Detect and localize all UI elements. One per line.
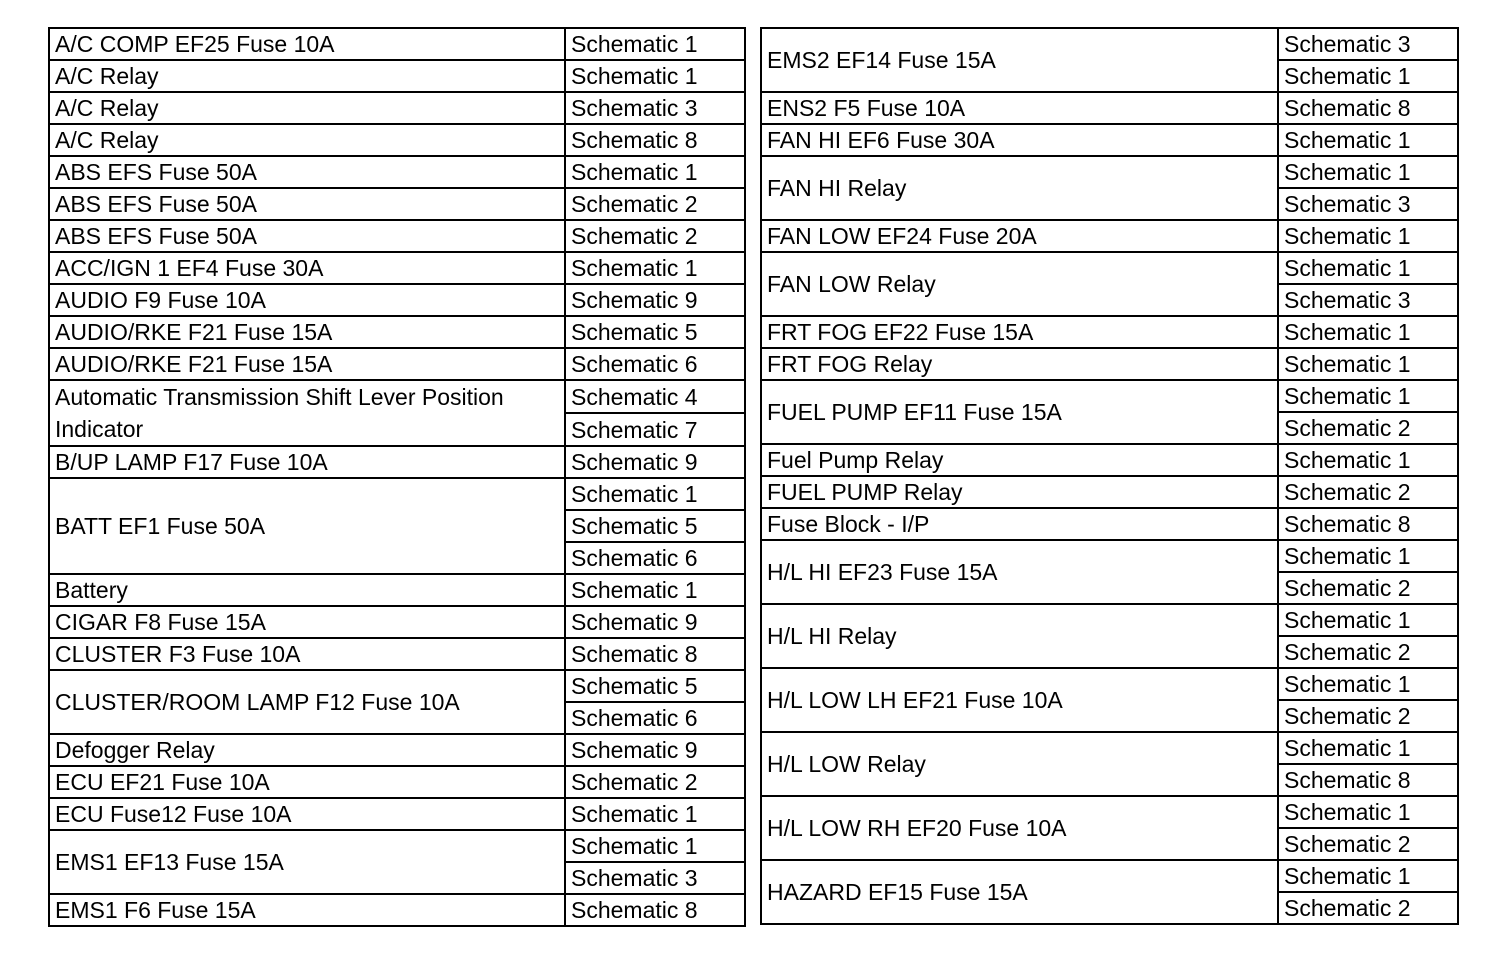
schematic-cell: Schematic 1 [1278,444,1458,476]
component-cell: ABS EFS Fuse 50A [49,220,565,252]
schematic-cell: Schematic 1 [1278,60,1458,92]
schematic-cell: Schematic 8 [1278,764,1458,796]
schematic-cell: Schematic 7 [565,413,745,446]
schematic-cell: Schematic 1 [565,156,745,188]
table-row [761,604,1458,636]
component-cell: A/C COMP EF25 Fuse 10A [49,28,565,60]
table-row [761,444,1458,476]
schematic-cell: Schematic 1 [565,574,745,606]
schematic-cell: Schematic 5 [565,316,745,348]
table-row [49,156,745,188]
schematic-cell: Schematic 2 [565,188,745,220]
table-row [761,668,1458,700]
table-row [49,830,745,862]
table-row [49,734,745,766]
schematic-cell: Schematic 1 [565,830,745,862]
schematic-cell: Schematic 1 [565,798,745,830]
table-row [49,606,745,638]
table-row [49,894,745,926]
schematic-cell: Schematic 2 [1278,828,1458,860]
table-row [49,284,745,316]
table-row [761,252,1458,284]
schematic-cell: Schematic 1 [1278,348,1458,380]
component-cell: Defogger Relay [49,734,565,766]
table-row [49,28,745,60]
right-index-table [760,27,1459,925]
table-row [761,796,1458,828]
table-row [49,348,745,380]
schematic-cell: Schematic 2 [1278,476,1458,508]
schematic-cell: Schematic 5 [565,510,745,542]
component-cell: EMS2 EF14 Fuse 15A [761,28,1278,92]
component-cell: Fuel Pump Relay [761,444,1278,476]
schematic-cell: Schematic 1 [1278,860,1458,892]
schematic-cell: Schematic 1 [1278,124,1458,156]
schematic-cell: Schematic 1 [1278,604,1458,636]
schematic-cell: Schematic 9 [565,606,745,638]
table-row [49,478,745,510]
schematic-cell: Schematic 6 [565,542,745,574]
component-cell: EMS1 F6 Fuse 15A [49,894,565,926]
schematic-cell: Schematic 2 [1278,892,1458,924]
component-cell: CLUSTER F3 Fuse 10A [49,638,565,670]
table-row [49,670,745,702]
schematic-cell: Schematic 9 [565,446,745,478]
table-row [761,124,1458,156]
component-cell: FUEL PUMP Relay [761,476,1278,508]
component-cell: ACC/IGN 1 EF4 Fuse 30A [49,252,565,284]
component-cell: ABS EFS Fuse 50A [49,188,565,220]
component-cell: ECU Fuse12 Fuse 10A [49,798,565,830]
component-cell: Automatic Transmission Shift Lever Position Indicator [49,380,565,446]
table-row [49,446,745,478]
schematic-cell: Schematic 2 [565,766,745,798]
component-cell: FRT FOG EF22 Fuse 15A [761,316,1278,348]
table-row [761,156,1458,188]
left-index-table [48,27,746,927]
table-row [49,124,745,156]
schematic-cell: Schematic 8 [1278,508,1458,540]
component-cell: H/L HI EF23 Fuse 15A [761,540,1278,604]
table-row [761,508,1458,540]
table-row [49,92,745,124]
table-row [761,28,1458,60]
component-cell: FAN LOW EF24 Fuse 20A [761,220,1278,252]
table-row [761,92,1458,124]
schematic-cell: Schematic 8 [565,894,745,926]
schematic-cell: Schematic 1 [1278,732,1458,764]
table-row [761,316,1458,348]
table-row [49,316,745,348]
table-row [761,540,1458,572]
component-cell: Fuse Block - I/P [761,508,1278,540]
component-cell: H/L LOW Relay [761,732,1278,796]
component-cell: FAN HI Relay [761,156,1278,220]
schematic-cell: Schematic 1 [1278,316,1458,348]
table-row [49,220,745,252]
schematic-cell: Schematic 9 [565,284,745,316]
table-row [761,732,1458,764]
component-cell: ENS2 F5 Fuse 10A [761,92,1278,124]
schematic-cell: Schematic 1 [1278,252,1458,284]
schematic-cell: Schematic 3 [1278,188,1458,220]
schematic-cell: Schematic 2 [1278,700,1458,732]
schematic-cell: Schematic 5 [565,670,745,702]
schematic-cell: Schematic 9 [565,734,745,766]
schematic-cell: Schematic 2 [1278,636,1458,668]
schematic-cell: Schematic 3 [1278,28,1458,60]
table-row [49,798,745,830]
schematic-cell: Schematic 3 [565,862,745,894]
table-row [761,348,1458,380]
component-cell: HAZARD EF15 Fuse 15A [761,860,1278,924]
schematic-cell: Schematic 1 [1278,540,1458,572]
table-row [49,638,745,670]
schematic-cell: Schematic 4 [565,380,745,413]
table-row [49,252,745,284]
schematic-cell: Schematic 6 [565,702,745,734]
table-row [49,188,745,220]
table-row [49,60,745,92]
component-cell: A/C Relay [49,92,565,124]
component-cell: H/L LOW LH EF21 Fuse 10A [761,668,1278,732]
schematic-cell: Schematic 2 [1278,572,1458,604]
component-cell: FAN HI EF6 Fuse 30A [761,124,1278,156]
schematic-cell: Schematic 1 [565,478,745,510]
component-cell: ECU EF21 Fuse 10A [49,766,565,798]
schematic-cell: Schematic 1 [1278,220,1458,252]
schematic-cell: Schematic 1 [1278,380,1458,412]
schematic-cell: Schematic 1 [1278,156,1458,188]
table-row [761,476,1458,508]
component-cell: A/C Relay [49,124,565,156]
schematic-cell: Schematic 1 [565,28,745,60]
component-cell: Battery [49,574,565,606]
component-cell: H/L LOW RH EF20 Fuse 10A [761,796,1278,860]
table-row [49,380,745,413]
table-row [761,380,1458,412]
component-cell: AUDIO/RKE F21 Fuse 15A [49,348,565,380]
schematic-cell: Schematic 1 [1278,796,1458,828]
table-row [761,220,1458,252]
schematic-cell: Schematic 1 [565,252,745,284]
component-cell: FUEL PUMP EF11 Fuse 15A [761,380,1278,444]
schematic-cell: Schematic 3 [1278,284,1458,316]
schematic-cell: Schematic 8 [565,638,745,670]
component-cell: ABS EFS Fuse 50A [49,156,565,188]
schematic-cell: Schematic 1 [565,60,745,92]
component-cell: CIGAR F8 Fuse 15A [49,606,565,638]
schematic-cell: Schematic 2 [1278,412,1458,444]
schematic-cell: Schematic 8 [565,124,745,156]
component-cell: A/C Relay [49,60,565,92]
component-cell: FAN LOW Relay [761,252,1278,316]
table-row [49,574,745,606]
schematic-cell: Schematic 6 [565,348,745,380]
component-cell: BATT EF1 Fuse 50A [49,478,565,574]
component-cell: AUDIO/RKE F21 Fuse 15A [49,316,565,348]
component-cell: B/UP LAMP F17 Fuse 10A [49,446,565,478]
component-cell: EMS1 EF13 Fuse 15A [49,830,565,894]
table-row [761,860,1458,892]
component-cell: FRT FOG Relay [761,348,1278,380]
component-cell: AUDIO F9 Fuse 10A [49,284,565,316]
schematic-cell: Schematic 8 [1278,92,1458,124]
component-cell: H/L HI Relay [761,604,1278,668]
component-cell: CLUSTER/ROOM LAMP F12 Fuse 10A [49,670,565,734]
schematic-cell: Schematic 3 [565,92,745,124]
table-row [49,766,745,798]
schematic-cell: Schematic 1 [1278,668,1458,700]
schematic-cell: Schematic 2 [565,220,745,252]
